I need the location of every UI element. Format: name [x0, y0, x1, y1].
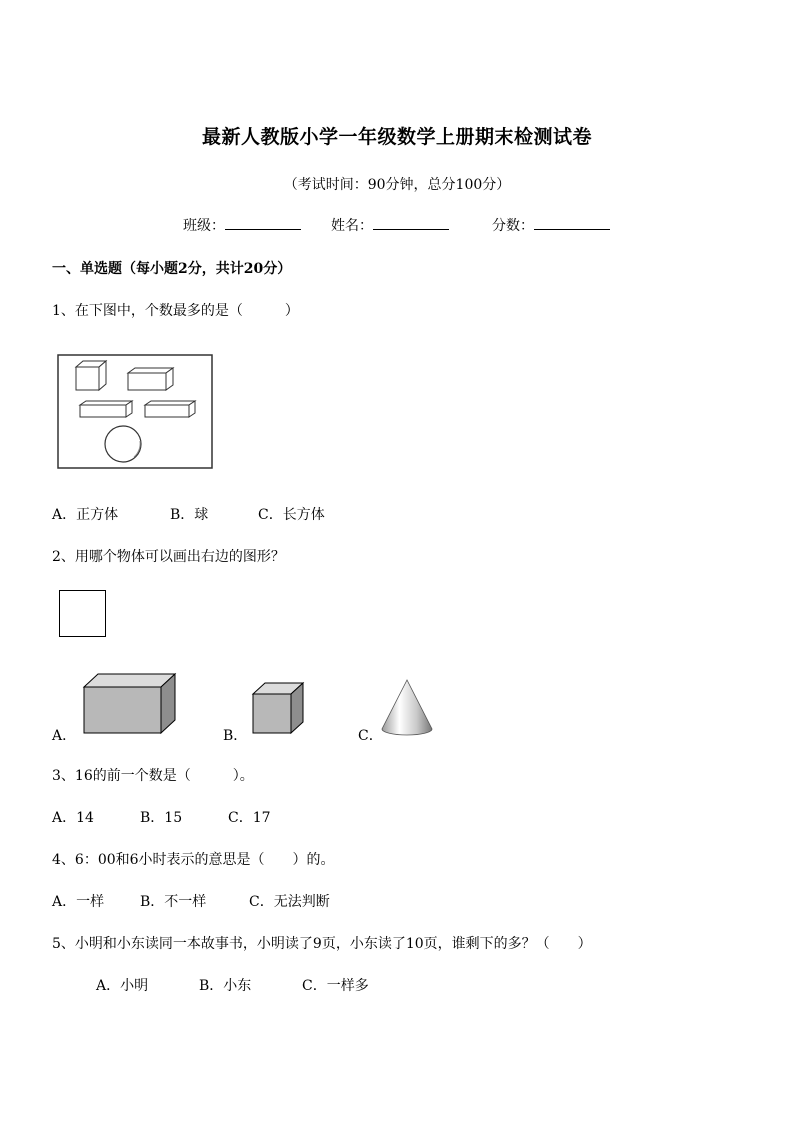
- cube-object: [252, 681, 306, 735]
- square-figure: [59, 590, 107, 638]
- question-4-option-a[interactable]: A．一样: [52, 894, 105, 910]
- section-heading: 一、单选题（每小题2分，共计20分）: [52, 261, 292, 277]
- question-1-figure: [56, 353, 216, 471]
- exam-meta: （考试时间：90分钟，总分100分）: [283, 177, 511, 193]
- class-blank[interactable]: [225, 217, 301, 230]
- cuboid-shape: [145, 401, 195, 417]
- question-5-option-b[interactable]: B．小东: [199, 978, 252, 994]
- question-1-option-c[interactable]: C．长方体: [258, 507, 325, 523]
- question-1-stem: 1、在下图中，个数最多的是（ ）: [52, 303, 299, 319]
- question-1-option-b[interactable]: B．球: [170, 507, 209, 523]
- question-3-option-a[interactable]: A．14: [52, 810, 94, 826]
- question-1-option-a[interactable]: A．正方体: [52, 507, 119, 523]
- name-label: 姓名：: [331, 218, 373, 234]
- name-field: [331, 215, 449, 235]
- cuboid-shape: [128, 368, 173, 390]
- cuboid-shape: [80, 401, 132, 417]
- question-4-option-b[interactable]: B．不一样: [140, 894, 207, 910]
- score-field: [492, 215, 610, 235]
- page-title: 最新人教版小学一年级数学上册期末检测试卷: [201, 126, 592, 148]
- question-4-stem: 4、6：00和6小时表示的意思是（ ）的。: [52, 852, 335, 868]
- cuboid-object: [84, 672, 176, 734]
- question-3-stem: 3、16的前一个数是（ ）。: [52, 768, 254, 784]
- score-label: 分数：: [492, 218, 534, 234]
- score-blank[interactable]: [534, 217, 610, 230]
- question-2-stem: 2、用哪个物体可以画出右边的图形？: [52, 549, 285, 565]
- class-field: [183, 215, 301, 235]
- question-5-option-a[interactable]: A．小明: [96, 978, 149, 994]
- question-5-stem: 5、小明和小东读同一本故事书，小明读了9页，小东读了10页，谁剩下的多？（ ）: [52, 936, 592, 952]
- name-blank[interactable]: [373, 217, 449, 230]
- question-2-option-c[interactable]: C．: [358, 728, 383, 744]
- cube-shape: [76, 361, 106, 390]
- question-2-option-a[interactable]: A．: [52, 728, 77, 744]
- cone-object: [380, 678, 436, 738]
- question-4-option-c[interactable]: C．无法判断: [249, 894, 330, 910]
- question-5-option-c[interactable]: C．一样多: [302, 978, 369, 994]
- question-3-option-c[interactable]: C．17: [228, 810, 271, 826]
- sphere-shape: [105, 426, 141, 462]
- question-2-option-b[interactable]: B．: [223, 728, 248, 744]
- class-label: 班级：: [183, 218, 225, 234]
- question-3-option-b[interactable]: B．15: [140, 810, 183, 826]
